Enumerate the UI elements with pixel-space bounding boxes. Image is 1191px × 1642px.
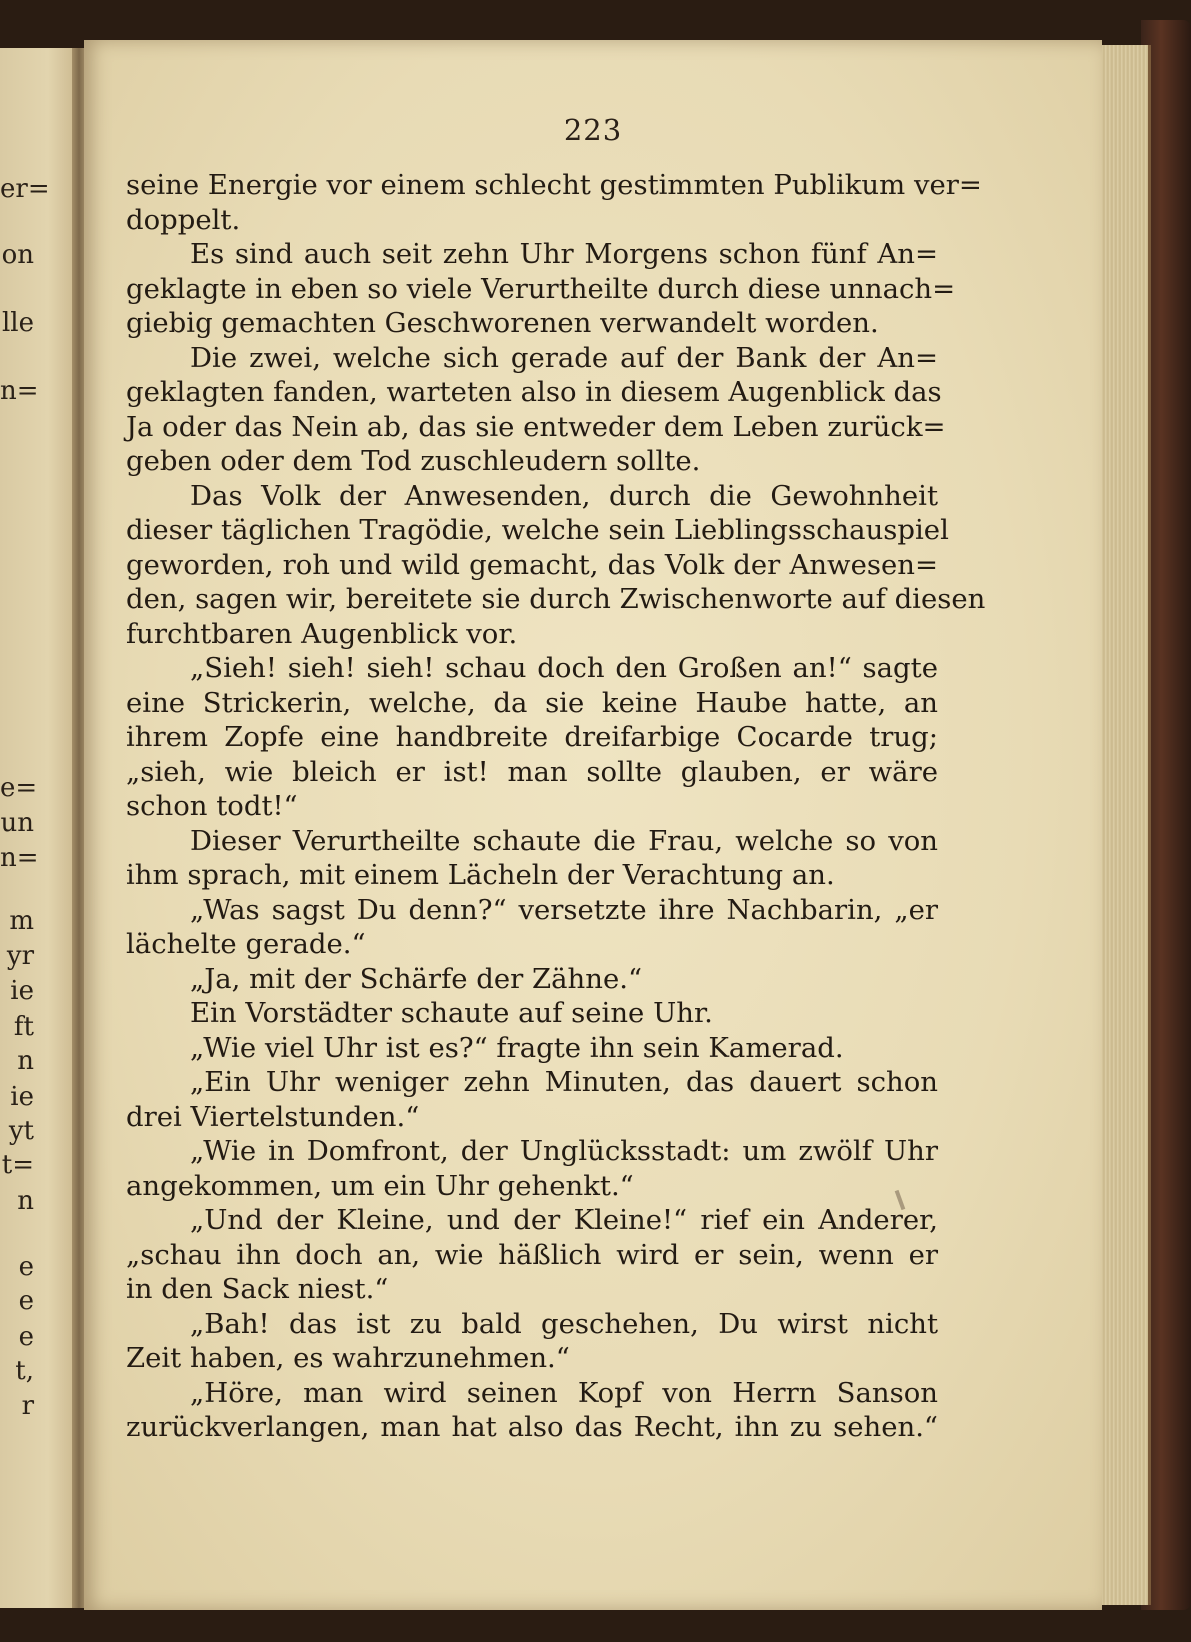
- text-line: „Wie in Domfront, der Unglücksstadt: um zwölf Uhr: [190, 1135, 938, 1167]
- text-line: seine Energie vor einem schlecht gestimmten Publikum ver=: [126, 169, 982, 201]
- text-line: „Sieh! sieh! sieh! schau doch den Großen an!“ sagte: [190, 652, 938, 684]
- left-page-text-fragment: on: [1, 240, 34, 270]
- left-page-text-fragment: t,: [15, 1356, 34, 1386]
- text-line: geklagte in eben so viele Verurtheilte durch diese unnach=: [126, 272, 956, 305]
- left-page-text-fragment: yt: [8, 1116, 34, 1146]
- left-page-text-fragment: n=: [0, 376, 39, 406]
- text-line: eine Strickerin, welche, da sie keine Haube hatte, an: [126, 686, 938, 719]
- left-page-text-fragment: m: [9, 906, 34, 936]
- left-page-text-fragment: n: [17, 1046, 34, 1076]
- text-line: „Was sagst Du denn?“ versetzte ihre Nachbarin, „er: [190, 893, 938, 926]
- text-line: „Ein Uhr weniger zehn Minuten, das dauert schon: [190, 1066, 938, 1098]
- text-line: Ja oder das Nein ab, das sie entweder dem Leben zurück=: [126, 410, 946, 443]
- text-line: ihm sprach, mit einem Lächeln der Verachtung an.: [126, 859, 835, 891]
- text-line: „sieh, wie bleich er ist! man sollte glauben, er wäre: [126, 755, 938, 788]
- text-line: Es sind auch seit zehn Uhr Morgens schon fünf An=: [190, 238, 938, 270]
- left-page-text-fragment: yr: [6, 941, 34, 971]
- left-page-text-fragment: ft: [13, 1012, 34, 1042]
- text-line: giebig gemachten Geschworenen verwandelt worden.: [126, 307, 879, 339]
- text-line: „Bah! das ist zu bald geschehen, Du wirst nicht: [190, 1307, 938, 1340]
- left-page-text-fragment: ie: [10, 1082, 34, 1112]
- text-line: angekommen, um ein Uhr gehenkt.“: [126, 1169, 634, 1202]
- text-line: doppelt.: [126, 203, 241, 236]
- text-line: Zeit haben, es wahrzunehmen.“: [126, 1342, 570, 1374]
- left-page-text-fragment: e=: [0, 773, 38, 803]
- text-line: furchtbaren Augenblick vor.: [126, 617, 518, 650]
- text-line: Die zwei, welche sich gerade auf der Bank der An=: [190, 341, 938, 374]
- left-page-text-fragment: un: [0, 808, 34, 838]
- left-page-text-fragment: ie: [10, 976, 34, 1006]
- text-line: Das Volk der Anwesenden, durch die Gewohnheit: [190, 479, 938, 512]
- left-page-text-fragment: n=: [0, 843, 39, 873]
- text-line: ihrem Zopfe eine handbreite dreifarbige Cocarde trug;: [126, 721, 938, 753]
- text-line: geklagten fanden, warteten also in diesem Augenblick das: [126, 376, 942, 408]
- text-line: dieser täglichen Tragödie, welche sein Lieblingsschauspiel: [126, 514, 949, 546]
- left-page-text-fragment: lle: [1, 308, 34, 338]
- left-page-text-fragment: t=: [1, 1150, 34, 1180]
- text-line: Ein Vorstädter schaute auf seine Uhr.: [190, 997, 713, 1029]
- left-page-fragment: [0, 48, 80, 1608]
- text-line: lächelte gerade.“: [126, 928, 366, 960]
- text-line: „Höre, man wird seinen Kopf von Herrn Sanson: [190, 1376, 938, 1409]
- text-line: Dieser Verurtheilte schaute die Frau, welche so von: [190, 824, 938, 857]
- left-page-text-fragment: e: [18, 1322, 34, 1352]
- text-line: schon todt!“: [126, 790, 298, 822]
- left-page-text-fragment: r: [21, 1391, 34, 1421]
- text-line: „schau ihn doch an, wie häßlich wird er sein, wenn er: [126, 1238, 938, 1271]
- text-line: „Ja, mit der Schärfe der Zähne.“: [190, 962, 643, 995]
- text-line: „Wie viel Uhr ist es?“ fragte ihn sein Kamerad.: [190, 1031, 844, 1064]
- right-page: [84, 40, 1102, 1610]
- text-line: drei Viertelstunden.“: [126, 1100, 420, 1133]
- text-line: den, sagen wir, bereitete sie durch Zwischenworte auf diesen: [126, 583, 986, 615]
- left-page-text-fragment: er=: [0, 174, 50, 204]
- page-number: 223: [563, 113, 623, 147]
- text-line: in den Sack niest.“: [126, 1273, 389, 1305]
- text-line: geben oder dem Tod zuschleudern sollte.: [126, 445, 701, 477]
- text-line: geworden, roh und wild gemacht, das Volk der Anwesen=: [126, 548, 938, 581]
- left-page-text-fragment: n: [17, 1186, 34, 1216]
- text-line: „Und der Kleine, und der Kleine!“ rief ein Anderer,: [190, 1204, 938, 1236]
- left-page-text-fragment: e: [18, 1286, 34, 1316]
- text-line: zurückverlangen, man hat also das Recht, ihn zu sehen.“: [126, 1411, 938, 1443]
- left-page-text-fragment: e: [18, 1252, 34, 1282]
